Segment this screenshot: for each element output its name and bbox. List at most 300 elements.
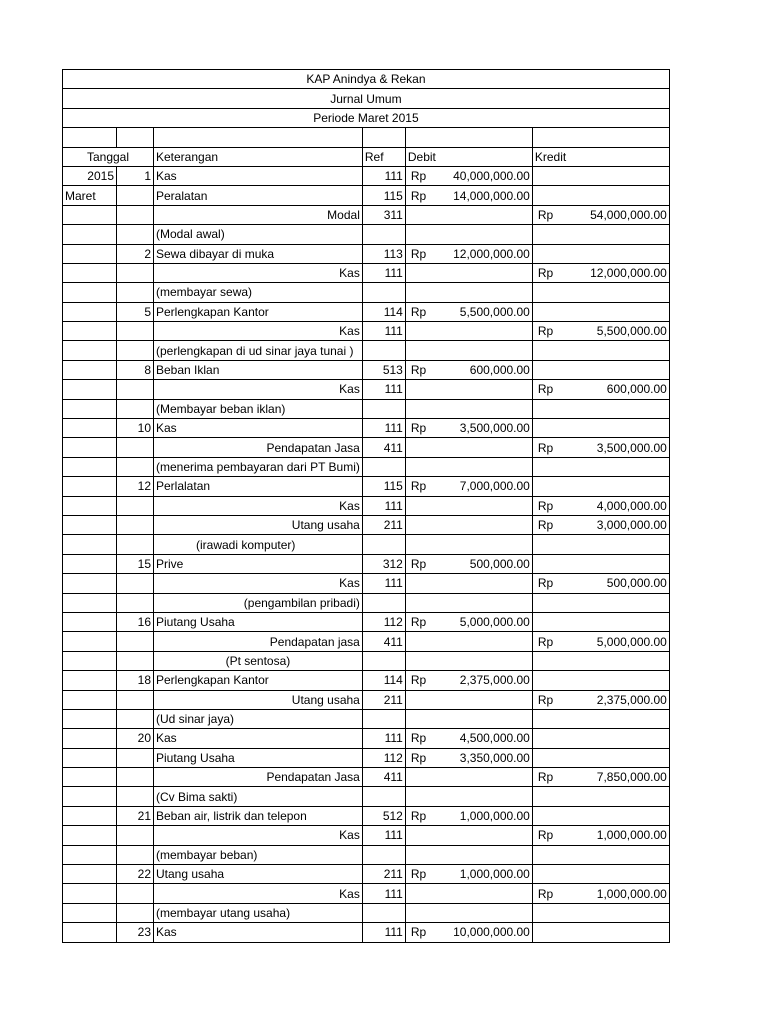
day-cell (117, 593, 154, 612)
ref-cell: 111 (362, 574, 405, 593)
table-row (63, 690, 670, 709)
date-cell (63, 671, 117, 690)
description-cell: Kas (154, 419, 363, 438)
day-cell: 16 (117, 612, 154, 631)
ref-cell: 115 (362, 186, 405, 205)
table-row (63, 225, 670, 244)
date-cell (63, 457, 117, 476)
date-cell (63, 574, 117, 593)
description-cell: Kas (154, 574, 363, 593)
table-row (63, 903, 670, 922)
description-cell: Kas (154, 263, 363, 282)
debit-amount: 5,500,000.00 (459, 304, 530, 319)
date-cell (63, 651, 117, 670)
description-cell: Beban air, listrik dan telepon (154, 806, 363, 825)
debit-cell (405, 205, 532, 224)
day-cell (117, 903, 154, 922)
description-cell: Kas (154, 496, 363, 515)
credit-cell (532, 438, 669, 457)
day-cell (117, 884, 154, 903)
credit-cell (532, 574, 669, 593)
day-cell: 22 (117, 865, 154, 884)
table-row (63, 496, 670, 515)
day-cell: 2 (117, 244, 154, 263)
table-row (63, 438, 670, 457)
description-cell: Perlengkapan Kantor (154, 302, 363, 321)
date-cell (63, 380, 117, 399)
ref-cell: 114 (362, 671, 405, 690)
description-cell: Perlengkapan Kantor (154, 671, 363, 690)
debit-cell (405, 186, 532, 205)
debit-cell (405, 515, 532, 534)
credit-cell (532, 865, 669, 884)
debit-cell (405, 903, 532, 922)
ref-cell (362, 457, 405, 476)
date-cell (63, 360, 117, 379)
company-name: KAP Anindya & Rekan (63, 70, 670, 89)
table-row (63, 768, 670, 787)
description-cell: Utang usaha (154, 515, 363, 534)
date-cell (63, 806, 117, 825)
description-cell: Beban Iklan (154, 360, 363, 379)
description-cell: Modal (154, 205, 363, 224)
debit-cell (405, 438, 532, 457)
ref-cell (362, 903, 405, 922)
debit-cell (405, 612, 532, 631)
ref-cell (362, 845, 405, 864)
date-cell: Maret (63, 186, 117, 205)
day-cell: 21 (117, 806, 154, 825)
debit-amount: 40,000,000.00 (453, 169, 530, 184)
debit-cell (405, 244, 532, 263)
debit-cell (405, 283, 532, 302)
day-cell (117, 496, 154, 515)
ref-cell: 111 (362, 496, 405, 515)
debit-cell (405, 729, 532, 748)
credit-cell (532, 748, 669, 767)
table-row (63, 612, 670, 631)
credit-cell (532, 341, 669, 360)
description-cell: (membayar sewa) (154, 283, 363, 302)
table-row (63, 845, 670, 864)
ref-cell: 411 (362, 768, 405, 787)
day-cell (117, 748, 154, 767)
credit-cell (532, 651, 669, 670)
table-row (63, 729, 670, 748)
ref-cell: 112 (362, 612, 405, 631)
ref-cell: 513 (362, 360, 405, 379)
credit-cell (532, 380, 669, 399)
debit-cell (405, 690, 532, 709)
ref-cell: 311 (362, 205, 405, 224)
column-header-row (63, 147, 670, 166)
debit-currency: Rp (410, 731, 427, 746)
day-cell: 12 (117, 477, 154, 496)
credit-currency: Rp (537, 576, 554, 591)
day-cell (117, 438, 154, 457)
description-cell: Pendapatan jasa (154, 632, 363, 651)
credit-cell (532, 709, 669, 728)
day-cell (117, 225, 154, 244)
description-cell: Piutang Usaha (154, 612, 363, 631)
date-cell (63, 554, 117, 573)
description-cell: (Pt sentosa) (154, 651, 363, 670)
table-row (63, 806, 670, 825)
description-cell: Peralatan (154, 186, 363, 205)
table-row (63, 283, 670, 302)
table-row (63, 360, 670, 379)
credit-amount: 500,000.00 (606, 576, 667, 591)
header-row-period (63, 108, 670, 127)
date-cell (63, 845, 117, 864)
credit-cell (532, 845, 669, 864)
date-cell (63, 632, 117, 651)
debit-amount: 500,000.00 (469, 556, 530, 571)
date-cell (63, 283, 117, 302)
ref-cell: 113 (362, 244, 405, 263)
credit-amount: 7,850,000.00 (596, 770, 667, 785)
description-cell: Utang usaha (154, 690, 363, 709)
description-cell: Kas (154, 884, 363, 903)
date-cell (63, 477, 117, 496)
ref-cell: 111 (362, 923, 405, 942)
day-cell (117, 457, 154, 476)
description-cell: (Cv Bima sakti) (154, 787, 363, 806)
ref-cell (362, 593, 405, 612)
credit-cell (532, 244, 669, 263)
debit-cell (405, 496, 532, 515)
debit-cell (405, 884, 532, 903)
day-cell (117, 263, 154, 282)
debit-cell (405, 865, 532, 884)
day-cell (117, 845, 154, 864)
credit-cell (532, 399, 669, 418)
ref-cell (362, 535, 405, 554)
date-cell (63, 787, 117, 806)
date-cell (63, 923, 117, 942)
col-header-ref: Ref (362, 147, 405, 166)
date-cell (63, 729, 117, 748)
day-cell (117, 283, 154, 302)
description-cell: Kas (154, 380, 363, 399)
credit-amount: 5,500,000.00 (596, 324, 667, 339)
credit-amount: 12,000,000.00 (590, 266, 667, 281)
debit-cell (405, 826, 532, 845)
day-cell (117, 768, 154, 787)
date-cell (63, 593, 117, 612)
debit-cell (405, 671, 532, 690)
day-cell: 5 (117, 302, 154, 321)
day-cell (117, 709, 154, 728)
credit-currency: Rp (537, 886, 554, 901)
day-cell: 8 (117, 360, 154, 379)
debit-currency: Rp (410, 925, 427, 940)
debit-currency: Rp (410, 556, 427, 571)
credit-currency: Rp (537, 518, 554, 533)
credit-amount: 54,000,000.00 (590, 207, 667, 222)
credit-cell (532, 632, 669, 651)
credit-amount: 5,000,000.00 (596, 634, 667, 649)
debit-cell (405, 535, 532, 554)
day-cell (117, 515, 154, 534)
ref-cell: 111 (362, 166, 405, 185)
ref-cell: 111 (362, 419, 405, 438)
table-row (63, 651, 670, 670)
credit-currency: Rp (537, 207, 554, 222)
day-cell (117, 632, 154, 651)
debit-currency: Rp (410, 809, 427, 824)
credit-cell (532, 186, 669, 205)
credit-cell (532, 302, 669, 321)
description-cell (154, 535, 363, 554)
credit-cell (532, 671, 669, 690)
credit-cell (532, 205, 669, 224)
date-cell (63, 205, 117, 224)
credit-cell (532, 515, 669, 534)
debit-currency: Rp (410, 169, 427, 184)
ref-cell (362, 651, 405, 670)
credit-cell (532, 612, 669, 631)
debit-cell (405, 419, 532, 438)
table-row (63, 205, 670, 224)
description-cell: Kas (154, 166, 363, 185)
col-header-kredit: Kredit (532, 147, 669, 166)
table-row (63, 787, 670, 806)
description-cell: Kas (154, 729, 363, 748)
ref-cell: 111 (362, 729, 405, 748)
debit-cell (405, 360, 532, 379)
table-row (63, 671, 670, 690)
date-cell (63, 903, 117, 922)
date-cell (63, 884, 117, 903)
description-text: (irawadi komputer) (196, 537, 296, 552)
day-cell: 23 (117, 923, 154, 942)
debit-amount: 4,500,000.00 (459, 731, 530, 746)
table-row (63, 477, 670, 496)
header-row-title (63, 89, 670, 108)
ref-cell: 411 (362, 632, 405, 651)
day-cell (117, 322, 154, 341)
table-row (63, 322, 670, 341)
debit-currency: Rp (410, 750, 427, 765)
credit-currency: Rp (537, 828, 554, 843)
ref-cell: 411 (362, 438, 405, 457)
debit-cell (405, 263, 532, 282)
date-cell (63, 826, 117, 845)
debit-amount: 5,000,000.00 (459, 615, 530, 630)
table-row (63, 574, 670, 593)
credit-amount: 1,000,000.00 (596, 828, 667, 843)
date-cell (63, 322, 117, 341)
table-row (63, 554, 670, 573)
description-cell: Pendapatan Jasa (154, 438, 363, 457)
date-cell (63, 865, 117, 884)
credit-amount: 3,000,000.00 (596, 518, 667, 533)
debit-cell (405, 748, 532, 767)
ref-cell (362, 399, 405, 418)
description-cell: (Modal awal) (154, 225, 363, 244)
description-cell: (membayar utang usaha) (154, 903, 363, 922)
day-cell (117, 205, 154, 224)
header-row-company (63, 70, 670, 89)
ref-cell (362, 283, 405, 302)
description-cell: Utang usaha (154, 865, 363, 884)
col-header-keterangan: Keterangan (154, 147, 363, 166)
table-row (63, 186, 670, 205)
date-cell (63, 399, 117, 418)
debit-amount: 12,000,000.00 (453, 246, 530, 261)
date-cell (63, 535, 117, 554)
date-cell (63, 612, 117, 631)
description-cell: Perlalatan (154, 477, 363, 496)
debit-cell (405, 806, 532, 825)
table-row (63, 419, 670, 438)
debit-cell (405, 399, 532, 418)
journal-period: Periode Maret 2015 (63, 108, 670, 127)
table-row (63, 380, 670, 399)
ref-cell: 111 (362, 263, 405, 282)
ref-cell: 112 (362, 748, 405, 767)
journal-title: Jurnal Umum (63, 89, 670, 108)
debit-currency: Rp (410, 479, 427, 494)
debit-cell (405, 923, 532, 942)
credit-currency: Rp (537, 440, 554, 455)
date-cell (63, 225, 117, 244)
table-row (63, 709, 670, 728)
debit-currency: Rp (410, 421, 427, 436)
ref-cell (362, 225, 405, 244)
date-cell (63, 263, 117, 282)
debit-cell (405, 593, 532, 612)
ref-cell (362, 341, 405, 360)
ref-cell: 312 (362, 554, 405, 573)
col-header-debit: Debit (405, 147, 532, 166)
table-row (63, 244, 670, 263)
ref-cell: 211 (362, 515, 405, 534)
credit-currency: Rp (537, 266, 554, 281)
ref-cell: 512 (362, 806, 405, 825)
day-cell (117, 574, 154, 593)
debit-amount: 14,000,000.00 (453, 188, 530, 203)
ref-cell: 211 (362, 865, 405, 884)
table-row (63, 263, 670, 282)
debit-amount: 3,500,000.00 (459, 421, 530, 436)
debit-cell (405, 768, 532, 787)
credit-amount: 3,500,000.00 (596, 440, 667, 455)
debit-cell (405, 787, 532, 806)
day-cell: 20 (117, 729, 154, 748)
ref-cell: 114 (362, 302, 405, 321)
debit-cell (405, 632, 532, 651)
date-cell (63, 690, 117, 709)
debit-amount: 1,000,000.00 (459, 809, 530, 824)
debit-cell (405, 477, 532, 496)
debit-currency: Rp (410, 304, 427, 319)
date-cell (63, 302, 117, 321)
ref-cell (362, 787, 405, 806)
description-cell: Piutang Usaha (154, 748, 363, 767)
date-cell (63, 244, 117, 263)
date-cell (63, 768, 117, 787)
description-cell: (membayar beban) (154, 845, 363, 864)
credit-currency: Rp (537, 692, 554, 707)
description-cell: Kas (154, 826, 363, 845)
debit-currency: Rp (410, 615, 427, 630)
debit-currency: Rp (410, 867, 427, 882)
ref-cell: 111 (362, 322, 405, 341)
credit-cell (532, 457, 669, 476)
table-row (63, 341, 670, 360)
ref-cell: 111 (362, 826, 405, 845)
table-row (63, 166, 670, 185)
ref-cell: 111 (362, 380, 405, 399)
credit-currency: Rp (537, 498, 554, 513)
credit-cell (532, 225, 669, 244)
day-cell (117, 651, 154, 670)
day-cell (117, 341, 154, 360)
debit-currency: Rp (410, 246, 427, 261)
debit-cell (405, 574, 532, 593)
day-cell (117, 186, 154, 205)
day-cell: 18 (117, 671, 154, 690)
table-row (63, 535, 670, 554)
ref-cell: 111 (362, 884, 405, 903)
debit-amount: 10,000,000.00 (453, 925, 530, 940)
credit-cell (532, 884, 669, 903)
debit-cell (405, 709, 532, 728)
description-cell: (perlengkapan di ud sinar jaya tunai ) (154, 341, 363, 360)
credit-amount: 600,000.00 (606, 382, 667, 397)
table-row (63, 748, 670, 767)
debit-currency: Rp (410, 188, 427, 203)
date-cell (63, 515, 117, 534)
debit-cell (405, 322, 532, 341)
date-cell (63, 419, 117, 438)
credit-amount: 1,000,000.00 (596, 886, 667, 901)
debit-cell (405, 380, 532, 399)
col-header-tanggal: Tanggal (63, 147, 154, 166)
debit-cell (405, 457, 532, 476)
credit-cell (532, 923, 669, 942)
description-cell: Kas (154, 923, 363, 942)
day-cell (117, 380, 154, 399)
description-cell: Sewa dibayar di muka (154, 244, 363, 263)
credit-amount: 2,375,000.00 (596, 692, 667, 707)
debit-cell (405, 651, 532, 670)
credit-cell (532, 360, 669, 379)
description-cell: Kas (154, 322, 363, 341)
credit-cell (532, 826, 669, 845)
table-row (63, 457, 670, 476)
date-cell (63, 438, 117, 457)
debit-currency: Rp (410, 673, 427, 688)
debit-amount: 600,000.00 (469, 363, 530, 378)
credit-cell (532, 554, 669, 573)
ref-cell: 115 (362, 477, 405, 496)
debit-cell (405, 845, 532, 864)
table-row (63, 923, 670, 942)
credit-cell (532, 806, 669, 825)
day-cell (117, 826, 154, 845)
credit-currency: Rp (537, 324, 554, 339)
credit-cell (532, 729, 669, 748)
credit-cell (532, 535, 669, 554)
ref-cell (362, 709, 405, 728)
credit-cell (532, 903, 669, 922)
credit-cell (532, 496, 669, 515)
description-cell: Prive (154, 554, 363, 573)
credit-cell (532, 283, 669, 302)
